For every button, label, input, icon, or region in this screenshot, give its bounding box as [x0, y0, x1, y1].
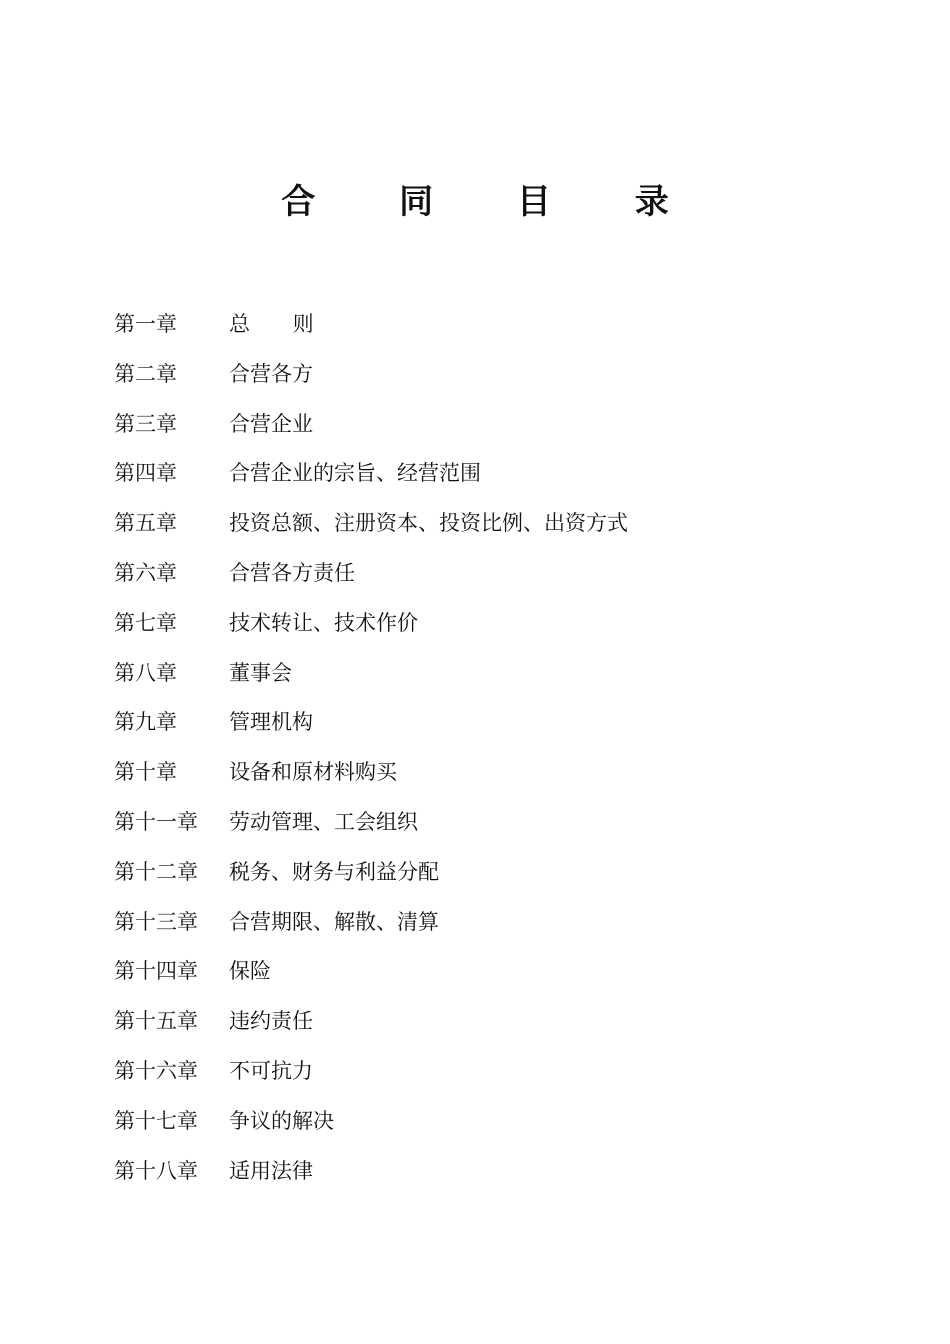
toc-chapter-number: 第十八章: [114, 1158, 198, 1183]
toc-chapter-number: 第三章: [114, 411, 177, 436]
toc-chapter-heading: 适用法律: [229, 1158, 313, 1183]
toc-chapter-heading: 保险: [229, 959, 271, 984]
toc-row: [114, 504, 874, 554]
toc-row: [114, 305, 874, 355]
toc-chapter-number: 第十一章: [114, 809, 198, 834]
toc-row: [114, 355, 874, 405]
toc-row: [114, 803, 874, 853]
toc-chapter-heading: 税务、财务与利益分配: [229, 859, 439, 884]
toc-row: [114, 1052, 874, 1102]
toc-chapter-heading: 不可抗力: [229, 1058, 313, 1083]
toc-row: [114, 1102, 874, 1152]
toc-chapter-number: 第二章: [114, 361, 177, 386]
toc-row: [114, 853, 874, 903]
toc-chapter-number: 第十六章: [114, 1058, 198, 1083]
toc-chapter-heading: 争议的解决: [229, 1108, 334, 1133]
toc-chapter-heading: 总 则: [229, 312, 332, 336]
toc-row: [114, 405, 874, 455]
toc-row: [114, 1002, 874, 1052]
toc-chapter-number: 第八章: [114, 660, 177, 685]
toc-chapter-heading: 设备和原材料购买: [229, 760, 397, 785]
toc-chapter-heading: 违约责任: [229, 1009, 313, 1034]
toc-row: [114, 1152, 874, 1202]
toc-chapter-heading: 董事会: [229, 660, 292, 685]
toc-chapter-heading: 合营各方责任: [229, 560, 355, 585]
toc-chapter-number: 第一章: [114, 312, 177, 336]
toc-chapter-number: 第十章: [114, 760, 177, 785]
toc-chapter-heading: 合营期限、解散、清算: [229, 909, 439, 934]
toc-chapter-number: 第十七章: [114, 1108, 198, 1133]
toc-chapter-number: 第十五章: [114, 1009, 198, 1034]
toc-row: [114, 554, 874, 604]
toc-chapter-heading: 技术转让、技术作价: [229, 610, 418, 635]
toc-chapter-heading: 管理机构: [229, 710, 313, 735]
toc-row: [114, 454, 874, 504]
toc-chapter-number: 第七章: [114, 610, 177, 635]
toc-row: [114, 753, 874, 803]
toc-chapter-number: 第九章: [114, 710, 177, 735]
toc-chapter-heading: 合营企业的宗旨、经营范围: [229, 461, 481, 486]
toc-chapter-number: 第十三章: [114, 909, 198, 934]
toc-chapter-heading: 合营各方: [229, 361, 313, 386]
toc-chapter-heading: 投资总额、注册资本、投资比例、出资方式: [229, 511, 628, 536]
toc-row: [114, 604, 874, 654]
toc-row: [114, 903, 874, 953]
toc-row: [114, 654, 874, 704]
toc-chapter-number: 第六章: [114, 560, 177, 585]
toc-chapter-number: 第五章: [114, 511, 177, 536]
toc-chapter-number: 第十四章: [114, 959, 198, 984]
toc-chapter-number: 第十二章: [114, 859, 198, 884]
toc-row: [114, 703, 874, 753]
table-of-contents: [114, 305, 874, 1201]
toc-chapter-heading: 合营企业: [229, 411, 313, 436]
toc-chapter-number: 第四章: [114, 461, 177, 486]
toc-row: [114, 952, 874, 1002]
toc-chapter-heading: 劳动管理、工会组织: [229, 809, 418, 834]
page-title: 合 同 目 录: [281, 182, 705, 222]
